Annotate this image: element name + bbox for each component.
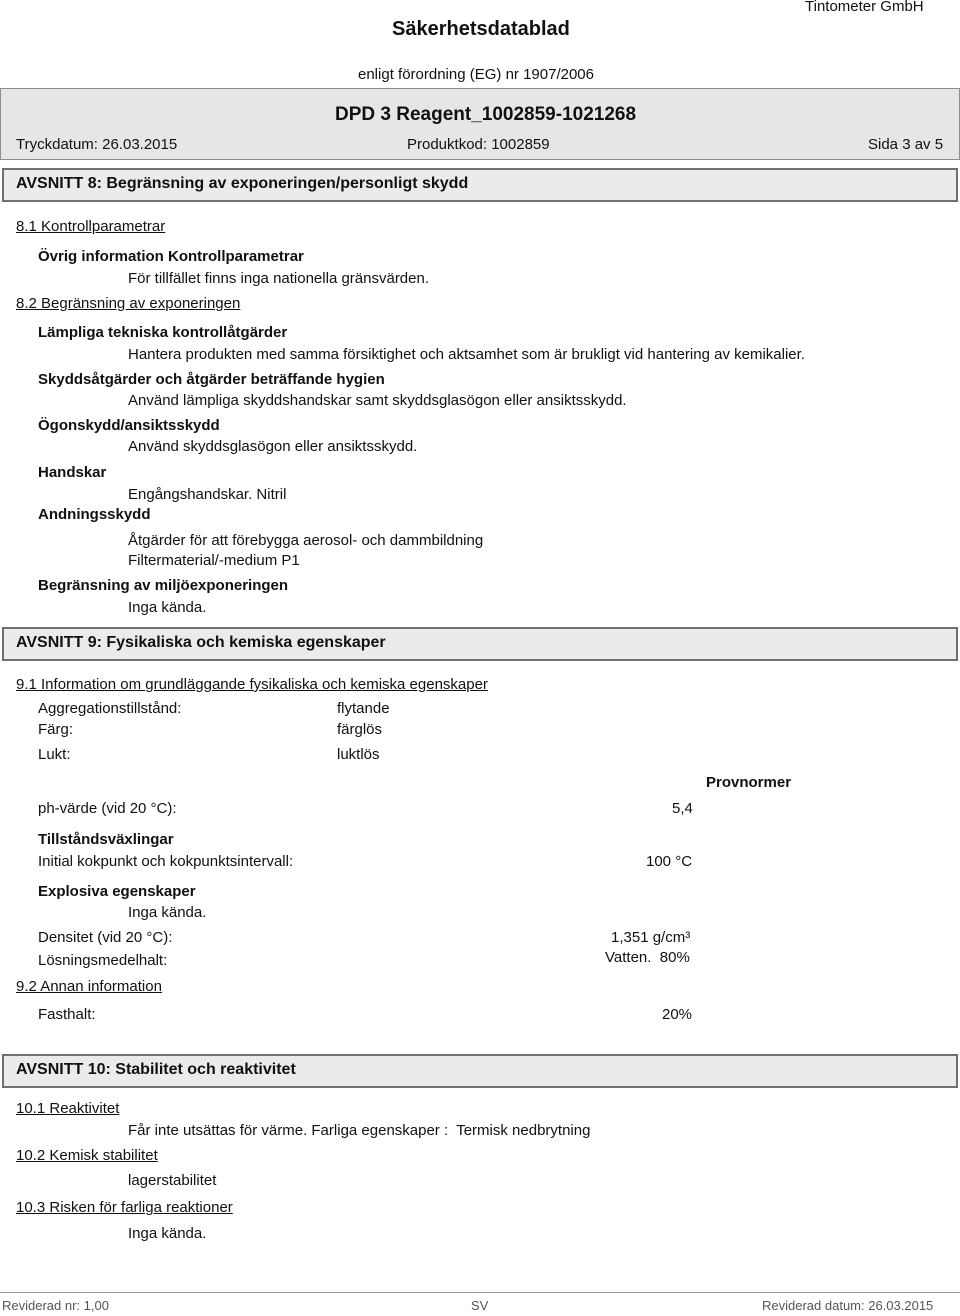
- product-code: Produktkod: 1002859: [407, 136, 550, 153]
- test-norms-header: Provnormer: [706, 774, 792, 791]
- tech-controls-label: Lämpliga tekniska kontrollåtgärder: [38, 324, 288, 341]
- section-10-header: [2, 1054, 958, 1088]
- reactivity-text: Får inte utsättas för värme. Farliga egenskaper : Termisk nedbrytning: [128, 1122, 591, 1139]
- explosive-text: Inga kända.: [128, 904, 207, 921]
- color-value: färglös: [337, 721, 383, 738]
- hygiene-label: Skyddsåtgärder och åtgärder beträffande hygien: [38, 371, 385, 388]
- subsection-8-1: 8.1 Kontrollparametrar: [16, 218, 166, 235]
- density-value: 1,351 g/cm³: [611, 929, 691, 946]
- gloves-label: Handskar: [38, 464, 107, 481]
- solid-content-value: 20%: [662, 1006, 693, 1023]
- explosive-label: Explosiva egenskaper: [38, 883, 196, 900]
- boiling-point-label: Initial kokpunkt och kokpunktsintervall:: [38, 853, 294, 870]
- respiratory-text-1: Åtgärder för att förebygga aerosol- och dammbildning: [128, 532, 484, 549]
- state-label: Aggregationstillstånd:: [38, 700, 182, 717]
- odor-value: luktlös: [337, 746, 380, 763]
- boiling-point-value: 100 °C: [646, 853, 693, 870]
- subsection-10-2: 10.2 Kemisk stabilitet: [16, 1147, 158, 1164]
- section-9-header: [2, 627, 958, 661]
- hazardous-reactions-text: Inga kända.: [128, 1225, 207, 1242]
- page-number: Sida 3 av 5: [868, 136, 944, 153]
- regulation-text: enligt förordning (EG) nr 1907/2006: [358, 66, 594, 83]
- subsection-8-2: 8.2 Begränsning av exponeringen: [16, 295, 241, 312]
- section-8-header: [2, 168, 958, 202]
- odor-label: Lukt:: [38, 746, 71, 763]
- subsection-9-1: 9.1 Information om grundläggande fysikaliska och kemiska egenskaper: [16, 676, 488, 693]
- respiratory-label: Andningsskydd: [38, 506, 151, 523]
- section-8-title: AVSNITT 8: Begränsning av exponeringen/personligt skydd: [16, 175, 469, 192]
- color-label: Färg:: [38, 721, 74, 738]
- subsection-9-2: 9.2 Annan information: [16, 978, 162, 995]
- footer-divider: [0, 1292, 960, 1293]
- solvent-label: Lösningsmedelhalt:: [38, 952, 168, 969]
- gloves-text: Engångshandskar. Nitril: [128, 486, 287, 503]
- state-value: flytande: [337, 700, 390, 717]
- environment-text: Inga kända.: [128, 599, 207, 616]
- phase-changes-label: Tillståndsväxlingar: [38, 831, 174, 848]
- ph-value: 5,4: [672, 800, 693, 817]
- solvent-value: Vatten. 80%: [605, 949, 690, 966]
- eye-protection-label: Ögonskydd/ansiktsskydd: [38, 417, 220, 434]
- eye-protection-text: Använd skyddsglasögon eller ansiktsskydd.: [128, 438, 418, 455]
- company-name: Tintometer GmbH: [805, 0, 924, 15]
- subsection-10-3: 10.3 Risken för farliga reaktioner: [16, 1199, 233, 1216]
- language-code: SV: [471, 1298, 489, 1313]
- print-date: Tryckdatum: 26.03.2015: [16, 136, 178, 153]
- revision-date: Reviderad datum: 26.03.2015: [762, 1298, 934, 1313]
- other-info-label: Övrig information Kontrollparametrar: [38, 248, 304, 265]
- document-title: Säkerhetsdatablad: [392, 18, 570, 40]
- section-10-title: AVSNITT 10: Stabilitet och reaktivitet: [16, 1061, 296, 1078]
- environment-label: Begränsning av miljöexponeringen: [38, 577, 289, 594]
- density-label: Densitet (vid 20 °C):: [38, 929, 173, 946]
- ph-label: ph-värde (vid 20 °C):: [38, 800, 177, 817]
- subsection-10-1: 10.1 Reaktivitet: [16, 1100, 120, 1117]
- revision-number: Reviderad nr: 1,00: [2, 1298, 109, 1313]
- stability-text: lagerstabilitet: [128, 1172, 217, 1189]
- solid-content-label: Fasthalt:: [38, 1006, 96, 1023]
- respiratory-text-2: Filtermaterial/-medium P1: [128, 552, 300, 569]
- other-info-text: För tillfället finns inga nationella gränsvärden.: [128, 270, 430, 287]
- product-name: DPD 3 Reagent_1002859-1021268: [335, 104, 637, 125]
- section-9-title: AVSNITT 9: Fysikaliska och kemiska egenskaper: [16, 634, 386, 651]
- tech-controls-text: Hantera produkten med samma försiktighet och aktsamhet som är brukligt vid hantering av kemikalier.: [128, 346, 805, 363]
- hygiene-text: Använd lämpliga skyddshandskar samt skyddsglasögon eller ansiktsskydd.: [128, 392, 627, 409]
